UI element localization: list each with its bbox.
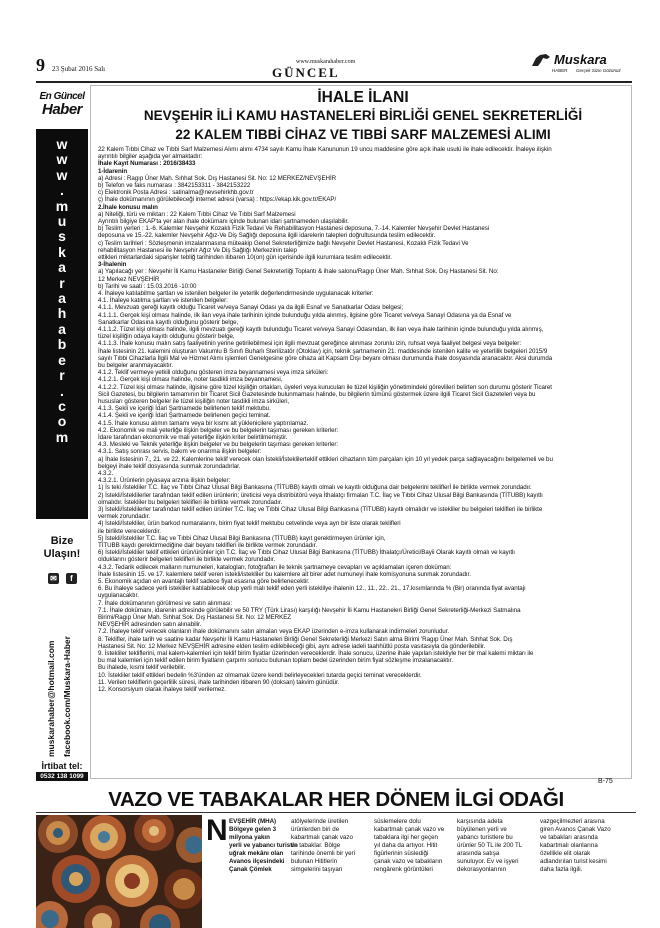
feature-line: kabartmalı çanak vazo ve (374, 826, 445, 833)
sidebar-url-char: m (55, 197, 69, 214)
feature-line: süslemelere dolu (374, 818, 421, 825)
feature-line: tarihinde önemli bir yeri (291, 850, 355, 857)
notice-line: 9. İstekliler tekliflerini, mal kalem-kalemleri için teklif birim fiyatlar üzerinden vereceklerdir. İhale sonucu, üzerine ihale yapılan istekliyle her bir mal kalemi miktarı ile (98, 650, 534, 657)
notice-line: 12. Konsorsiyum olarak ihaleye teklif verilemez. (98, 686, 226, 693)
contact-email[interactable]: muskarahaber@hotmail.com (46, 640, 56, 757)
notice-line: 4.1.4. Şekli ve içeriği İdari Şartnamede belirlenen geçici teminat. (98, 412, 271, 420)
notice-line: bu belgeler aranmayacaktır. (98, 362, 174, 369)
feature-col-5 (540, 818, 611, 874)
feature-line: EVŞEHİR (MHA) (229, 818, 277, 825)
notice-line: 7. İhale dokümanının görülmesi ve satın alınması: (98, 599, 233, 607)
contact-heading (36, 535, 88, 561)
notice-line: İhale listesinin 15. ve 17. kalemlere teklif veren istekli/istekliler bu kalemlere ait birer adet numuneyi ihale komisyonuna sunmak zorundadır. (98, 570, 471, 578)
sidebar-url-char: u (57, 213, 67, 230)
logo-subtext: HABER (552, 68, 568, 73)
sidebar-url-char: w (56, 151, 68, 168)
pottery-photo (36, 815, 202, 928)
header-divider (36, 81, 632, 83)
sidebar-url-char: r (59, 274, 65, 291)
horse-logo-icon (530, 52, 552, 68)
notice-line: 4.1.3. Şekli ve içeriği İdari Şartnamede belirlenen teklif mektubu. (98, 405, 271, 413)
email-icon: ✉ (48, 573, 59, 584)
notice-line: uygulanacaktır. (98, 592, 139, 600)
feature-line: arasında satışa (457, 850, 500, 857)
sidebar-url-char: . (60, 182, 64, 199)
contact-phone-number[interactable]: 0532 138 1099 (36, 772, 88, 781)
feature-line: büyülenen yerli ve (457, 826, 507, 833)
feature-col-4 (457, 818, 522, 874)
sidebar-url-char: m (55, 428, 69, 445)
feature-line: uğrak mekânı olan (229, 850, 284, 857)
notice-line: 1) İs teki /İstekliler T.C. İlaç ve Tıbbi Cihaz Ulusal Bilgi Bankasına (TİTUBB) kayıtlı olmalı ve kayıtlı olduğuna dair belgelerini tekliflerİ ile birlikte vermek zorundadır. (98, 484, 532, 492)
sidebar-url-banner (36, 129, 88, 519)
notice-line: 10. İstekliler teklif ettikleri bedelin %3'ünden az olmamak üzere kendi belirleyecekleri tutarda geçici teminat vereceklerdir. (98, 671, 422, 679)
notice-line: 4.1.2.2. Tüzel kişi olması halinde, ilgisine göre tüzel kişiliğin ortakları, üyeleri veya kurucuları ile tüzel kişiliğin yönetimindeki görevlileri belirten son durumu gösterir Ticaret (98, 383, 552, 391)
notice-line: deposuna ve 15.-22. kalemler Nevşehir Ağız-Ve Diş Sağlığı deposuna ilgili idarelerin talepleri doğrultusunda teslim edilecektir. (98, 232, 436, 240)
notice-line: İhale listesinin 21. kalemini oluşturan Vakumlu B Sınıfı Buharlı Sterilizatör (Otoklav) için, teknik şartnamenin 21. maddesinde istenilen kalite ve yeterlilik belgeleri 2015/9 (98, 347, 548, 355)
feature-line: atölyelerinde üretilen (291, 818, 349, 825)
notice-line: 2) İstekli/İsteklilerler tarafından teklif edilen ürünlerin; üreticisi veya distribütörü veya İthalatçı firmaları T.C. İlaç ve Tıbbi Cihaz Ulusal Bilgi Bankasında (TİTUBB) kayıtlı (98, 491, 543, 499)
notice-line: 5. Ekonomik açıdan en avantajlı teklif sadece fiyat esasına göre belirlenecektir. (98, 578, 310, 585)
notice-line: 4.3.1. Satış sonrası servis, bakım ve onarıma ilişkin belgeler: (98, 448, 262, 456)
notice-line: a) Adresi : Ragıp Üner Mah. Sıhhat Sok. Dış Hastanesi Sit. No: 12 MERKEZ/NEVŞEHİR (98, 174, 337, 182)
feature-line: sunuluyor. Ev ve işyeri (457, 858, 519, 865)
sidebar-heading (36, 91, 88, 118)
contact-facebook[interactable]: facebook.com/Muskara-Haber (62, 636, 72, 757)
sidebar-heading-line2: Haber (41, 101, 83, 118)
site-url[interactable]: www.muskarahaber.com (296, 59, 356, 65)
feature-line: giren Avanos Çanak Vazo (540, 826, 611, 833)
feature-line: karşısında adeta (457, 818, 503, 825)
notice-line: 11. Verilen tekliflerin geçerlilik süresi, ihale tarihinden itibaren 90 (doksan) takvim günüdür. (98, 678, 340, 686)
feature-line: yabancı turistlere bu (457, 834, 513, 841)
feature-col-1 (229, 818, 298, 874)
notice-line: 6. Bu ihaleye sadece yerli istekliler katılabilecek olup yerli malı teklif eden yerli isteklilye ihalenin 12., 11., 22.. 21., 17.kısımlarında % (Bir) oranında fiyat avantajı (98, 585, 526, 593)
notice-line: ayrıntılı bilgiler aşağıda yer almaktadır: (98, 153, 203, 161)
logo-text: Muskara (554, 52, 607, 67)
sidebar-url-char: h (57, 305, 67, 322)
sidebar-url-char: w (56, 166, 68, 183)
sidebar-heading-line1: En Güncel (39, 91, 85, 102)
feature-line: milyona yakın (229, 834, 270, 841)
contact-phone-block (36, 761, 88, 781)
feature-line: Çanak Çömlek (229, 866, 272, 873)
notice-line: a) İhale listesinin 7., 21. ve 22. Kalemlerine teklif verecek olan İstekli/İsteklilerteklif ettikleri cihazların tüm parçaları için 10 yıl yedek parça sağlayacağını belgelemeli ve bu (98, 455, 553, 463)
notice-line: olduklarını gösterir belgeleri teklifleri ile birlikte vermek zorundadır. (98, 556, 276, 564)
feature-line: ürünlerden biri de (291, 826, 340, 833)
notice-line: TİTUBB kaydı gerektirmediğine dair beyanı teklifleri ile birlikte vermek zorundadır. (98, 542, 317, 549)
notice-line: olmalıdır. İstekliler bu belgeleri teklifleri ile birlikte vermek zorundadır. (98, 498, 283, 506)
feature-line: figürlerinin süslediği (374, 850, 429, 857)
notice-line: c) Teslim tarihleri : Sözleşmenin imzalanmasına müteakip Genel Sekreterliğimize bağlı Nevşehir Devlet Hastanesi, Kozaklı Fizik Tedavi Ve (98, 239, 469, 247)
page-header (0, 0, 660, 84)
notice-line: 4.1.2. Teklif vermeye yetkili olduğunu gösteren imza beyannamesi veya imza sirküleri: (98, 369, 329, 377)
feature-line: ürünler 50 TL ile 200 TL (457, 842, 523, 849)
notice-line: 4.3.2. Tedarik edilecek malların numuneleri, katalogları, fotoğrafları ile teknik şartnameye cevapları ve açıklamaları içeren doküman: (98, 563, 452, 571)
contact-phone-label: İrtibat tel: (41, 761, 83, 771)
notice-line: Hastanesi Sit. No: 12 Merkez NEVŞEHİR adresine elden teslim edilebileceği gibi, aynı adrese iadeli taahhütlü posta vasıtasıyla da gönderilebilir. (98, 642, 486, 650)
notice-line: 7.1. İhale dokümanı, idarenin adresinde görülebilir ve 50 TRY (Türk Lirası) karşılığı Nevşehir İli Kamu Hastaneleri Birliği Genel Sekreterliği-Merkezi Satmalına (98, 606, 521, 614)
page-number: 9 (36, 55, 45, 75)
notice-line: Sanatkarlar Odasına kayıtlı olduğunu gösterir belge, (98, 318, 239, 326)
notice-line: 4.1.1. Mevzuatı gereği kayıtlı olduğu Ticaret ve/veya Sanayi Odası ya da ilgili Esnaf ve Sanatkarlar Odası belgesi; (98, 304, 404, 312)
notice-line: 2.İhale konusu malın (98, 203, 158, 211)
feature-col-3 (374, 818, 444, 874)
notice-line: 4. İhaleye katılabilme şartları ve istenilen belgeler ile yeterlik değerlendirmesinde uygulanacak kriterler: (98, 290, 374, 297)
sidebar-url-char: b (57, 336, 67, 353)
feature-line: çanak vazo ve tabakların (374, 858, 443, 865)
notice-line: b) Telefon ve faks numarası : 3842153311 - 3842153222 (98, 182, 251, 189)
sidebar (36, 85, 88, 780)
notice-line: İhale Kayıt Numarası : 2016/38433 (98, 160, 196, 168)
feature-line: tabaklara ilgi her geçen (374, 834, 438, 841)
sidebar-url-char: c (58, 397, 66, 414)
notice-line: Bu ihalede, kısmi teklif verilebilir. (98, 664, 186, 672)
notice-title: İHALE İLANI (317, 89, 409, 106)
feature-line: kabartmalı olanlarına (540, 842, 598, 849)
notice-line: 22 Kalem Tıbbi Cihaz ve Tıbbi Sarf Malzemesi Alımı alımı 4734 sayılı Kamu İhale Kanununun 19 uncu maddesine göre açık ihale usulü ile ihale edilecektir. İhaleye ilişkin (98, 146, 552, 153)
notice-line: 4.3. Mesleki ve Teknik yeterliğe ilişkin belgeler ve bu belgelerin taşıması gereken kriterler: (98, 441, 339, 449)
feature-line: bulunan Hititlerin (291, 858, 338, 865)
sidebar-url-char: r (59, 367, 65, 384)
notice-line: 1-İdarenin (98, 167, 128, 175)
sidebar-url-char: e (58, 351, 66, 368)
notice-line: 4.1.1.2. Tüzel kişi olması halinde, ilgili mevzuatı gereği kayıtlı bulunduğu Ticaret ve/veya Sanayi Odasından, ilk ilan veya ihale tarihinin içinde bulunduğu yılda alınmış, (98, 326, 544, 333)
notice-line: hususları gösteren belgeler ile tüzel kişiliğin noter tasdikli imza sirküleri, (98, 398, 290, 405)
feature-col-2 (291, 818, 355, 874)
feature-line: ve tabaklar. Bölge (291, 842, 341, 849)
notice-line: tüzel kişiliğin odaya kayıtlı olduğunu gösterir belge, (98, 333, 235, 341)
muskara-logo (530, 50, 630, 78)
sidebar-url-char: s (58, 228, 66, 245)
contact-heading-line2: Ulaşın! (43, 548, 81, 560)
notice-line: 4.2. Ekonomik ve mali yeterliğe ilişkin belgeler ve bu belgelerin taşıması gereken kriterler: (98, 426, 339, 434)
notice-line: 4.1.1.1. Gerçek kişi olması halinde, ilk ilan veya ihale tarihinin içinde bulunduğu yılda alınmış, ilgisine göre Ticaret ve/veya Sanayi Odasına ya da Esnaf ve (98, 311, 512, 319)
sidebar-url-vertical[interactable] (36, 137, 88, 445)
notice-subtitle-2: 22 KALEM TIBBİ CİHAZ VE TIBBİ SARF MALZEMESİ ALIMI (175, 127, 551, 142)
notice-line: NEVŞEHİR adresinden satın alınabilir. (98, 621, 202, 629)
notice-line: Ayrıntılı bilgiye EKAP'ta yer alan ihale dokümanı içinde bulunan idari şartnameden ulaşılabilir. (98, 218, 349, 225)
notice-line: 4.1.1.3. İhale konusu malın satış faaliyetinin yerine getirilebilmesi için ilgili mevzuat gereğince alınması zorunlu izin, ruhsat veya faaliyet belgesi veya belgeler: (98, 340, 521, 348)
feature-line: vazgeçilmezleri arasına (540, 818, 605, 825)
feature-line: daha fazla ilgili. (540, 866, 583, 873)
sidebar-url-char: . (60, 382, 64, 399)
notice-line: 4.3.2. (98, 470, 114, 477)
notice-line: vermek zorundadır. (98, 513, 151, 521)
notice-line: ç) İhale dokümanının görülebileceği internet adresi (varsa) : https://ekap.kik.gov.tr/EKAP/ (98, 196, 337, 204)
sidebar-url-char: w (56, 136, 68, 152)
notice-line: b) Teslim yerleri : 1.-6. Kalemler Nevşehir Kozaklı Fizik Tedavi Ve Rehabilitasyon Hastanesi deposuna, 7.-14. Kalemler Nevşehir Devlet Hastanesi (98, 225, 490, 233)
sidebar-url-char: a (58, 290, 66, 307)
feature-line: ve tabakları arasında (540, 834, 598, 841)
sidebar-url-char: o (57, 413, 67, 430)
drop-cap: N (206, 814, 228, 847)
notice-line: belgeyi ihale teklif dosyasında sunmak zorundadırlar. (98, 462, 241, 470)
notice-line: Sicil Gazetesi, bu bilgilerin tamamının bir Ticaret Sicil Gazetesinde bulunmaması halinde, bu bilgilerin tümünü göstermek üzere ilgili Ticaret Sicil Gazeteleri veya bu (98, 390, 536, 398)
feature-line: simgelerini taşıyan (291, 866, 343, 873)
notice-line: 4.1.5. İhale konusu alımın tamamı veya bir kısmı alt yüklenicilere yaptırılamaz. (98, 419, 309, 427)
notice-line: ile birlikte vereceklerdir. (98, 527, 161, 535)
notice-line: 3) İstekli/İsteklilerler tarafından teklif edilen ürünler T.C. İlaç ve Tıbbi Cihaz Ulusal Bilgi Bankasına (TİTUBB) kayıtlı olmalıdır ve istekliler bu belgeleri teklifleri ile birlikte (98, 506, 543, 513)
notice-line: 4.1.2.1. Gerçek kişi olması halinde, noter tasdikli imza beyannamesi, (98, 376, 283, 384)
notice-line: 8. Teklifler, ihale tarih ve saatine kadar Nevşehir İli Kamu Hastaneleri Birliği Genel Sekreterliği Merkezi Satın alma Birimi 'Ragıp Üner Mah. Sıhhat Sok. Dış (98, 635, 513, 643)
sidebar-url-char: k (58, 243, 66, 260)
feature-line: Bölgeye gelen 3 (229, 826, 277, 833)
notice-line: 3-İhalenin (98, 261, 127, 269)
notice-line: 5) İstekli/İstekliler T.C. İlaç ve Tıbbi Cihaz Ulusal Bilgi Bankasına (TİTUBB) kayıt gerektirmeyen ürünler için, (98, 534, 386, 542)
feature-line: dekorasyonlarının (457, 866, 507, 873)
feature-divider (36, 812, 636, 813)
contact-heading-line1: Bize (50, 535, 74, 547)
feature-line: yıl daha da artıyor. Hitit (374, 842, 438, 849)
feature-headline: VAZO VE TABAKALAR HER DÖNEM İLGİ ODAĞI (108, 788, 564, 811)
notice-line: Birimi/Ragıp Üner Mah. Sıhhat Sok. Dış Hastanesi Sit. No: 12 MERKEZ (98, 614, 292, 621)
notice-line: b) Tarihi ve saati : 15.03.2016 -10:00 (98, 282, 197, 290)
contact-icons (44, 573, 84, 585)
feature-line: yerli ve yabancı turistin (229, 842, 298, 849)
notice-line: rehabilitasyon Hastanesi ile Nevşehir Ağız Ve Diş Sağlığı Merkezinin talep (98, 246, 297, 254)
feature-line: adlandırılan turist kesimi (540, 858, 607, 865)
notice-subtitle-1: NEVŞEHİR İLİ KAMU HASTANELERİ BİRLİĞİ GENEL SEKRETERLİĞİ (143, 108, 583, 123)
section-title: GÜNCEL (272, 65, 340, 80)
notice-line: 6) İstekli/İstekliler teklif ettikleri ürün/ürünler için T.C. İlaç ve Tıbbi Cihaz Ulusal Bilgi Bankasına (TİTUBB) İthalatçı/Üretici/Bayii Olarak kayıtlı olmalı ve kayıtlı (98, 549, 515, 557)
feature-line: özellikle elit olarak (540, 850, 591, 857)
notice-line: sayılı Tıbbi Cihazlarla İlgili Mal ve Hizmet Alımı işlemleri Genelgesine göre cihaza ait Kapsam Dışı beyanı olması durumunda ihale dosyasında aranacaktır. Aksi durumda (98, 354, 553, 362)
notice-line: 12 Merkez NEVŞEHİR (98, 275, 160, 283)
notice-reference: B-75 (598, 778, 613, 785)
notice-line: 4.3.2.1. Ürünlerin piyasaya arzına ilişkin belgeler: (98, 477, 231, 485)
notice-line: a) Yapılacağı yer : Nevşehir İli Kamu Hastaneler Birliği Genel Sekreterliği Toplantı & ihale salonu/Ragıp Üner Mah. Sıhhat Sok. Dış Hastanesi Sit. No: (98, 268, 499, 276)
notice-line: ettikleri miktarlardaki siparişler tebliğ tarihinden itibaren 10(on) gün içerisinde ilgili kurumlara teslim edilecektir. (98, 254, 392, 261)
logo-slogan: Gerçek Sizin Gözünüz (576, 68, 621, 73)
pottery-plates-image (36, 815, 202, 928)
notice-line: c) Elektronik Posta Adresi : satinalma@nevsehirkhb.gov.tr (98, 189, 254, 197)
notice-line: 4) İstekli/İstekliler, ürün barkod numaralarını, birim fiyat teklif mektubu cetvelinde veya ayrı bir liste olarak teklifleri (98, 520, 401, 528)
contact-vertical-text (36, 591, 88, 761)
facebook-icon: f (66, 573, 77, 584)
notice-line: 4.1. İhaleye katılma şartları ve istenilen belgeler: (98, 297, 228, 305)
page-date: 23 Şubat 2016 Salı (52, 65, 106, 73)
sidebar-url-char: a (58, 320, 66, 337)
feature-line: Avanos ilçesindeki (229, 858, 285, 865)
sidebar-url-char: a (58, 259, 66, 276)
notice-line: bu mal kalemleri için teklif edilen birim fiyatların çarpımı sonucu bulunan toplam bedel üzerinden birim fiyat sözleşme imzalanacaktır. (98, 657, 454, 665)
tender-notice (90, 85, 636, 780)
feature-line: rengârenk görüntüleri (374, 866, 433, 873)
feature-line: kabartmalı çanak vazo (291, 834, 353, 841)
notice-line: İdare tarafından ekonomik ve mali yeterliğe ilişkin kriter belirtilmemiştir. (98, 434, 288, 441)
notice-line: a) Niteliği, türü ve miktarı : 22 Kalem Tıbbi Cihaz Ve Tıbbi Sarf Malzemesi (98, 210, 296, 218)
notice-line: 7.2. İhaleye teklif verecek olanların ihale dokümanını satın almaları veya EKAP üzerinden e-imza kullanarak indirmeleri zorunludur. (98, 628, 450, 636)
